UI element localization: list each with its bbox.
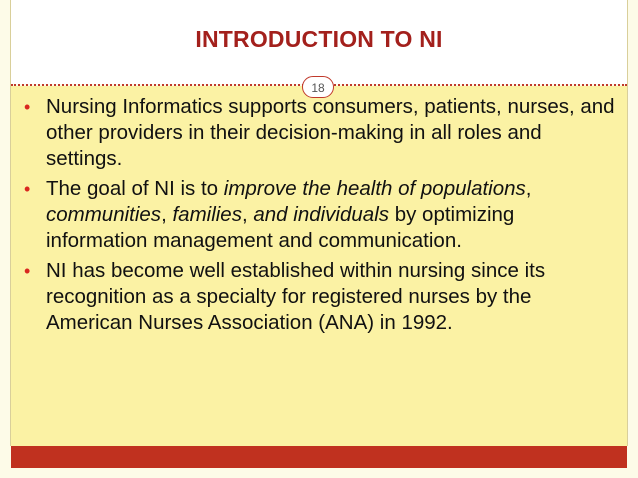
bottom-bar (11, 446, 627, 468)
bullet-text-1: Nursing Informatics supports consumers, patients, nurses, and other providers in their decision-making in all roles and settings. (46, 95, 615, 170)
bullet-text-3: NI has become well established within nursing since its recognition as a specialty for registered nurses by the American Nurses Association (ANA) in 1992. (46, 259, 546, 334)
bullet-icon: • (24, 179, 31, 199)
bullet-item (18, 94, 618, 172)
slide-title: INTRODUCTION TO NI (195, 26, 443, 52)
bullet-list (18, 94, 618, 340)
bullet-icon: • (24, 97, 31, 117)
bullet-item (18, 176, 618, 254)
page-number: 18 (302, 76, 334, 98)
bullet-text-2: The goal of NI is to improve the health of populations, communities, families, and individuals by optimizing information management and communication. (46, 177, 532, 252)
bullet-item (18, 258, 618, 336)
bullet-icon: • (24, 261, 31, 281)
